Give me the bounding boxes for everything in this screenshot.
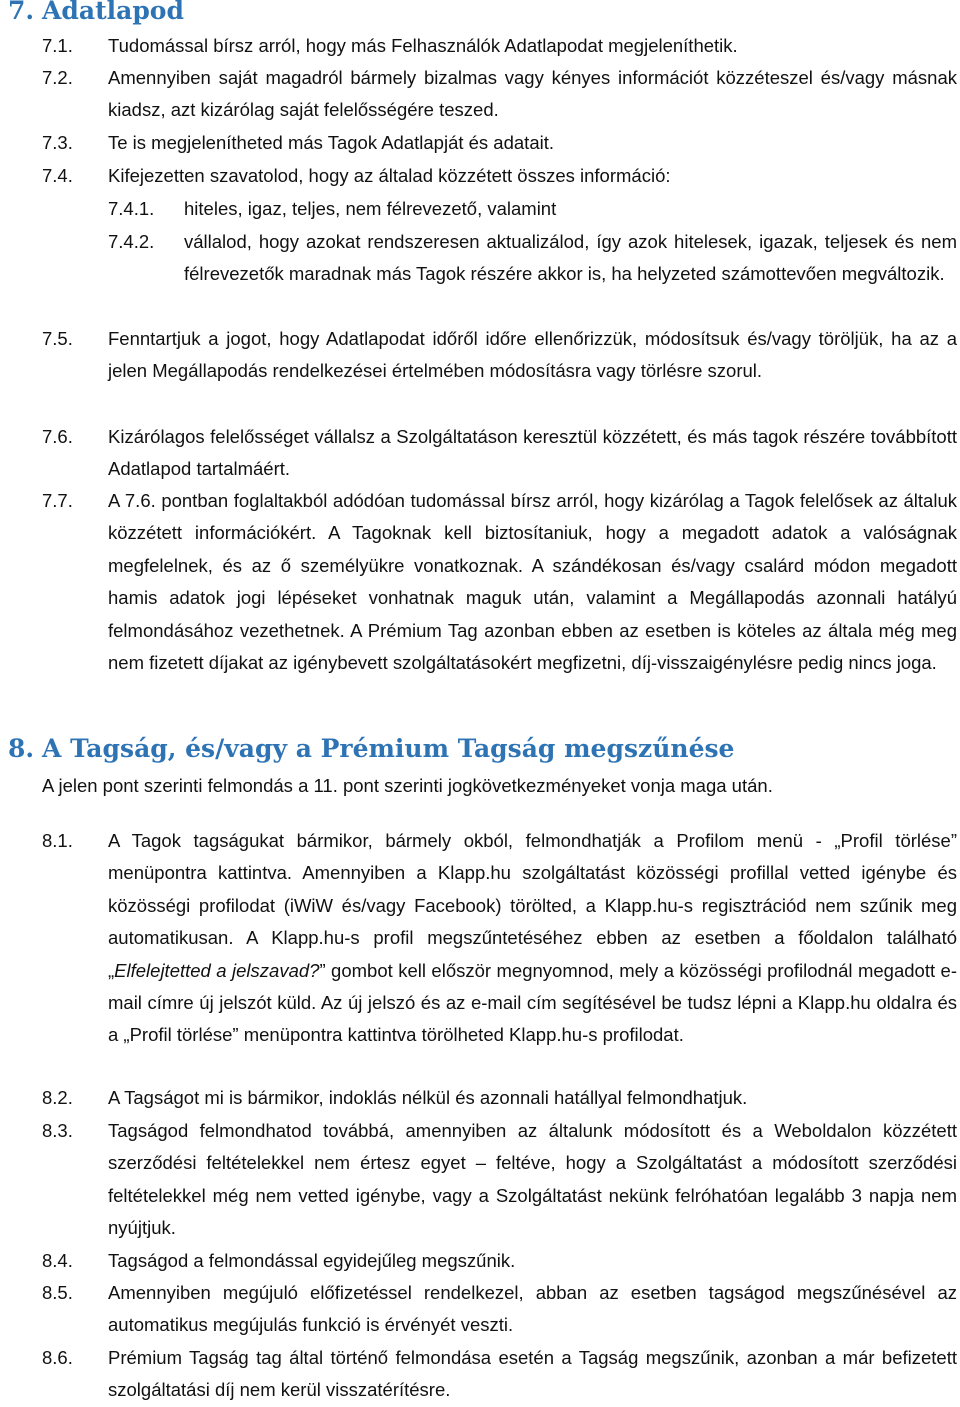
section-7-number: 7. bbox=[8, 0, 35, 25]
item-number: 7.5. bbox=[42, 328, 73, 349]
item-text: Amennyiben saját magadról bármely bizalmas vagy kényes információt közzéteszel és/vagy másnak kiadsz, azt kizárólag saját felelősségére teszed. bbox=[108, 67, 957, 121]
section-7-title: Adatlapod bbox=[42, 0, 184, 25]
item-text: vállalod, hogy azokat rendszeresen aktualizálod, így azok hitelesek, igazak, teljesek és nem félrevezetők maradnak más Tagok részére akkor is, ha helyzeted számottevően megváltozik. bbox=[184, 231, 957, 285]
item-text: A 7.6. pontban foglaltakból adódóan tudomással bírsz arról, hogy kizárólag a Tagok felelősek az általuk közzétett információkért. A Tagoknak kell biztosítaniuk, hogy a megadott adatok a valóságnak megfelelnek, és az ő személyükre vonatkoznak. A szándékosan és/vagy csalárd módon megadott hamis adatok jogi lépéseket vonhatnak maguk után, valamint a Megállapodás azonnali hatályú felmondásához vezethetnek. A Prémium Tag azonban ebben az esetben is köteles az általa még meg nem fizetett díjakat az igénybevett szolgáltatásokért megfizetni, díj-visszaigénylésre pedig nincs joga. bbox=[108, 490, 957, 674]
item-number: 7.4.1. bbox=[108, 198, 155, 219]
item-text: Amennyiben megújuló előfizetéssel rendelkezel, abban az esetben tagságod megszűnésével az automatikus megújulás funkció is érvényét veszti. bbox=[108, 1282, 957, 1336]
forgot-password-label: Elfelejtetted a jelszavad? bbox=[114, 959, 320, 981]
item-number: 8.1. bbox=[42, 830, 73, 851]
item-text-before: A Tagok tagságukat bármikor, bármely okból, felmondhatják a Profilom menü - „Profil törlése” menüpontra kattintva. Amennyiben a Klapp.hu szolgáltatást közösségi profillal vetted igénybe és közösségi profilodat (iWiW és/vagy Facebook) törölted, a Klapp.hu-s regisztrációd nem szűnik meg automatikusan. A Klapp.hu-s profil megszűntetéséhez ebben az esetben a főoldalon található „ bbox=[108, 830, 957, 981]
item-text: Tagságod a felmondással egyidejűleg megszűnik. bbox=[108, 1250, 516, 1271]
item-text: Kizárólagos felelősséget vállalsz a Szolgáltatáson keresztül közzétett, és más tagok részére továbbított Adatlapod tartalmáért. bbox=[108, 426, 957, 480]
section-8-number: 8. bbox=[8, 734, 35, 763]
item-number: 8.6. bbox=[42, 1347, 73, 1368]
section-7-heading bbox=[8, 0, 184, 25]
item-text bbox=[108, 825, 957, 1052]
item-number: 7.3. bbox=[42, 132, 73, 153]
item-text: Tudomással bírsz arról, hogy más Felhasználók Adatlapodat megjeleníthetik. bbox=[108, 35, 738, 56]
item-text: Tagságod felmondhatod továbbá, amennyiben az általunk módosított és a Weboldalon közzétett szerződési feltételekkel nem értesz egyet – feltéve, hogy a Szolgáltatást a módosított szerződési feltételekkel még nem vetted igénybe, vagy a Szolgáltatást nekünk felróhatóan legalább 3 napja nem nyújtjuk. bbox=[108, 1120, 957, 1239]
section-8-intro: A jelen pont szerinti felmondás a 11. pont szerinti jogkövetkezményeket vonja maga után. bbox=[42, 775, 773, 796]
item-number: 8.4. bbox=[42, 1250, 73, 1271]
item-text: hiteles, igaz, teljes, nem félrevezető, valamint bbox=[184, 198, 557, 219]
item-number: 7.1. bbox=[42, 35, 73, 56]
item-number: 7.4.2. bbox=[108, 231, 155, 252]
item-number: 8.5. bbox=[42, 1282, 73, 1303]
item-text-after: ” gombot kell először megnyomnod, mely a közösségi profilodnál megadott e-mail címre új jelszót küld. Az új jelszó és az e-mail cím segítésével be tudsz lépni a Klapp.hu oldalra és a „Profil törlése” menüpontra kattintva törölheted Klapp.hu-s profilodat. bbox=[108, 959, 957, 1046]
item-text: A Tagságot mi is bármikor, indoklás nélkül és azonnali hatállyal felmondhatjuk. bbox=[108, 1087, 748, 1108]
item-number: 7.2. bbox=[42, 67, 73, 88]
item-text: Prémium Tagság tag által történő felmondása esetén a Tagság megszűnik, azonban a már befizetett szolgáltatási díj nem kerül visszatérítésre. bbox=[108, 1347, 957, 1401]
item-number: 8.2. bbox=[42, 1087, 73, 1108]
item-text: Kifejezetten szavatolod, hogy az általad közzétett összes információ: bbox=[108, 165, 671, 186]
section-8-title: A Tagság, és/vagy a Prémium Tagság megszűnése bbox=[42, 734, 735, 763]
section-8-heading bbox=[8, 734, 734, 763]
item-number: 7.4. bbox=[42, 165, 73, 186]
item-number: 8.3. bbox=[42, 1120, 73, 1141]
item-text: Fenntartjuk a jogot, hogy Adatlapodat időről időre ellenőrizzük, módosítsuk és/vagy töröljük, ha az a jelen Megállapodás rendelkezései értelmében módosításra vagy törlésre szorul. bbox=[108, 328, 957, 382]
item-text: Te is megjelenítheted más Tagok Adatlapját és adatait. bbox=[108, 132, 554, 153]
item-number: 7.6. bbox=[42, 426, 73, 447]
item-number: 7.7. bbox=[42, 490, 73, 511]
